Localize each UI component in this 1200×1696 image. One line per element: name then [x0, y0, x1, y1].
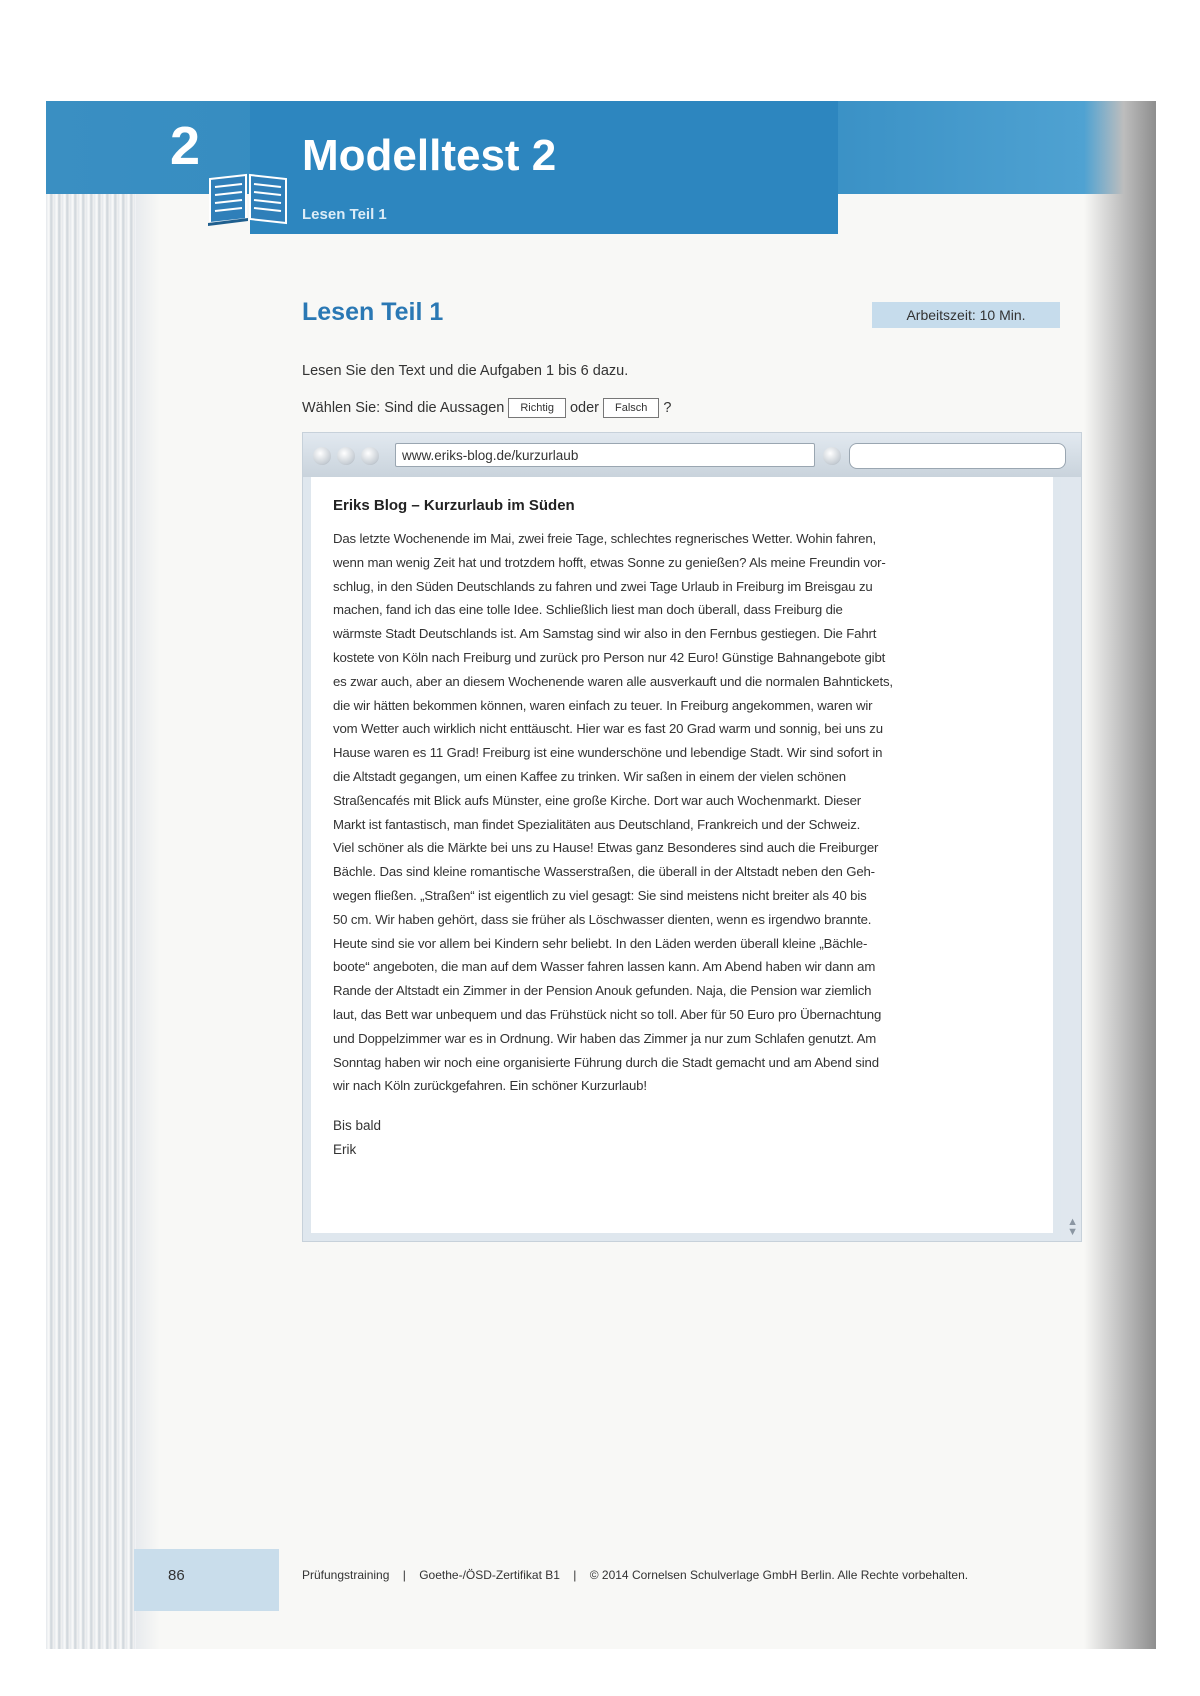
page-title: Modelltest 2 — [302, 131, 557, 180]
page-number: 86 — [168, 1567, 185, 1584]
book-icon — [206, 171, 292, 227]
page-number-box — [134, 1549, 279, 1611]
blog-content — [311, 477, 1053, 1233]
instruction-suffix: ? — [663, 400, 672, 416]
page-stack-edge — [46, 101, 136, 1649]
footer-series: Prüfungstraining — [302, 1568, 390, 1582]
blog-closing: Bis bald — [333, 1118, 382, 1133]
browser-scrollbar — [1061, 477, 1081, 1241]
search-button-icon — [823, 447, 841, 465]
forward-button-icon — [337, 447, 355, 465]
answer-option-richtig: Richtig — [508, 398, 566, 418]
section-title: Lesen Teil 1 — [302, 298, 444, 326]
search-field — [849, 443, 1066, 469]
instruction-prefix: Wählen Sie: Sind die Aussagen — [302, 400, 505, 416]
reload-button-icon — [361, 447, 379, 465]
instruction-connector: oder — [569, 400, 599, 416]
book-page — [46, 101, 1156, 1649]
footer-copyright: © 2014 Cornelsen Schulverlage GmbH Berlin. Alle Rechte vorbehalten. — [589, 1568, 969, 1582]
answer-option-falsch: Falsch — [603, 398, 659, 418]
page-gutter-shadow — [1084, 101, 1156, 1649]
footer — [302, 1568, 968, 1582]
page-edge-shade — [136, 101, 160, 1649]
url-field: www.eriks-blog.de/kurzurlaub — [395, 443, 815, 467]
instruction-line-2 — [302, 398, 671, 418]
footer-separator: | — [573, 1568, 577, 1582]
back-button-icon — [313, 447, 331, 465]
blog-title: Eriks Blog – Kurzurlaub im Süden — [333, 497, 575, 514]
chapter-number: 2 — [170, 116, 201, 176]
browser-window — [302, 432, 1082, 1242]
footer-separator: | — [402, 1568, 406, 1582]
footer-exam: Goethe-/ÖSD-Zertifikat B1 — [419, 1568, 560, 1582]
browser-toolbar — [303, 433, 1081, 477]
scroll-arrows-icon: ▲ ▼ — [1067, 1216, 1078, 1238]
blog-body: Das letzte Wochenende im Mai, zwei freie Tage, schlechtes regnerisches Wetter. Wohin fahren, wenn man wenig Zeit hat und trotzdem hofft, etwas Sonne zu genießen? Als meine Freundin vor- schlug, in den Süden Deutschlands zu fahren und zwei Tage Urlaub in Freiburg im Breisgau zu machen, fand ich das eine tolle Idee. Schließlich liest man doch überall, dass Freiburg die wärmste Stadt Deutschlands ist. Am Samstag sind wir also in den Fernbus gestiegen. Die Fahrt kostete von Köln nach Freiburg und zurück pro Person nur 42 Euro! Günstige Bahnangebote gibt es zwar auch, aber an diesem Wochenende waren alle ausverkauft und die normalen Bahntickets, die wir hätten bekommen können, waren einfach zu teuer. In Freiburg angekommen, waren wir vom Wetter auch wirklich nicht enttäuscht. Hier war es fast 20 Grad warm und sonnig, bei uns zu Hause waren es 11 Grad! Freiburg ist eine wunderschöne und lebendige Stadt. Wir sind sofort in die Altstadt gegangen, um einen Kaffee zu trinken. Wir saßen in einem der vielen schönen Straßencafés mit Blick aufs Münster, eine große Kirche. Dort war auch Wochenmarkt. Dieser Markt ist fantastisch, man findet Spezialitäten aus Deutschland, Frankreich und der Schweiz. Viel schöner als die Märkte bei uns zu Hause! Etwas ganz Besonderes sind auch die Freiburger Bächle. Das sind kleine romantische Wasserstraßen, die überall in der Altstadt neben den Geh- wegen fließen. „Straßen“ ist eigentlich zu viel gesagt: Sie sind meistens nicht breiter als 40 bis 50 cm. Wir haben gehört, dass sie früher als Löschwasser dienten, wenn es irgendwo brannte. Heute sind sie vor allem bei Kindern sehr beliebt. In den Läden werden überall kleine „Bächle- boote“ angeboten, die man auf dem Wasser fahren lassen kann. Am Abend haben wir dann am Rande der Altstadt ein Zimmer in der Pension Anouk gefunden. Naja, die Pension war ziemlich laut, das Bett war unbequem und das Frühstück nicht so toll. Aber für 50 Euro pro Übernachtung und Doppelzimmer war es in Ordnung. Wir haben das Zimmer ja nur zum Schlafen genutzt. Am Sonntag haben wir noch eine organisierte Führung durch die Stadt gemacht und am Abend sind wir nach Köln zurückgefahren. Ein schöner Kurzurlaub! — [333, 531, 893, 1094]
instruction-line-1: Lesen Sie den Text und die Aufgaben 1 bis 6 dazu. — [302, 363, 629, 379]
blog-signature: Erik — [333, 1142, 357, 1157]
time-badge: Arbeitszeit: 10 Min. — [872, 302, 1060, 328]
page-subtitle: Lesen Teil 1 — [302, 206, 387, 223]
